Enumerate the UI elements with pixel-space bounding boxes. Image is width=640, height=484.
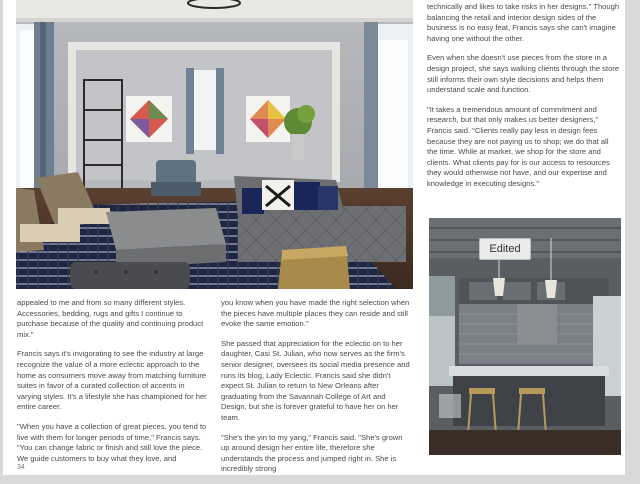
living-room-illustration [16,0,413,289]
paragraph: "She's the yin to my yang," Francis said. "She's grown up around design her entire life, therefore she understands the process and jumped right in. She is incredibly strong [221,432,403,474]
living-room-photo [16,0,413,289]
paragraph: Francis says it's invigorating to see the industry at large recognize the value of a more eclectic approach to the home as consumers move away from matching furniture suites in favor of a curated collection of accents in varying styles. It's a lifestyle she has championed for her entire career. [17,349,207,412]
paragraph: Even when she doesn't use pieces from the store in a design project, she says walking clients through the store still informs their own style decisions and helps them understand scale and function. [427,53,620,95]
column-left [17,298,207,473]
page-number: 34 [17,464,25,471]
paragraph: "When you have a collection of great pieces, you tend to live with them for longer periods of time," Francis says. "You can change fabric or finish and still love the piece. We guide customers to buy what they love, and [17,421,207,463]
paragraph: you know when you have made the right selection when the pieces have multiple places they can reside and still evoke the same emotion." [221,298,410,329]
paragraph: appealed to me and from so many different styles. Accessories, bedding, rugs and gifts I continue to purchase because of the quality and continuing product mix." [17,298,204,339]
column-middle [221,298,411,484]
column-right [427,2,621,199]
paragraph: technically and likes to take risks in her designs." Though balancing the retail and interior design sides of the business is no easy feat, Francis says she can't imagine having one without the other. [427,2,620,43]
magazine-page [3,0,625,475]
edited-badge: Edited [479,238,531,260]
paragraph: "It takes a tremendous amount of commitment and research, but that only makes us better designers," Francis said. "Clients really pay less in design fees because they are not paying us to shop; we do that all the time. While at market, we shop for the store and clients. What clients pay for is our access to resources they would otherwise not have, and our expertise and knowledge in executing designs." [427,104,610,188]
paragraph: She passed that appreciation for the eclectic on to her daughter, Casi St. Julian, who now serves as the firm's senior designer, oversees its social media presence and runs its blog, Lady Eclectic. Francis said she didn't expect St. Julian to return to New Orleans after graduating from the Savannah College of Art and Design, but she is forever grateful to have her on her team. [221,338,410,422]
